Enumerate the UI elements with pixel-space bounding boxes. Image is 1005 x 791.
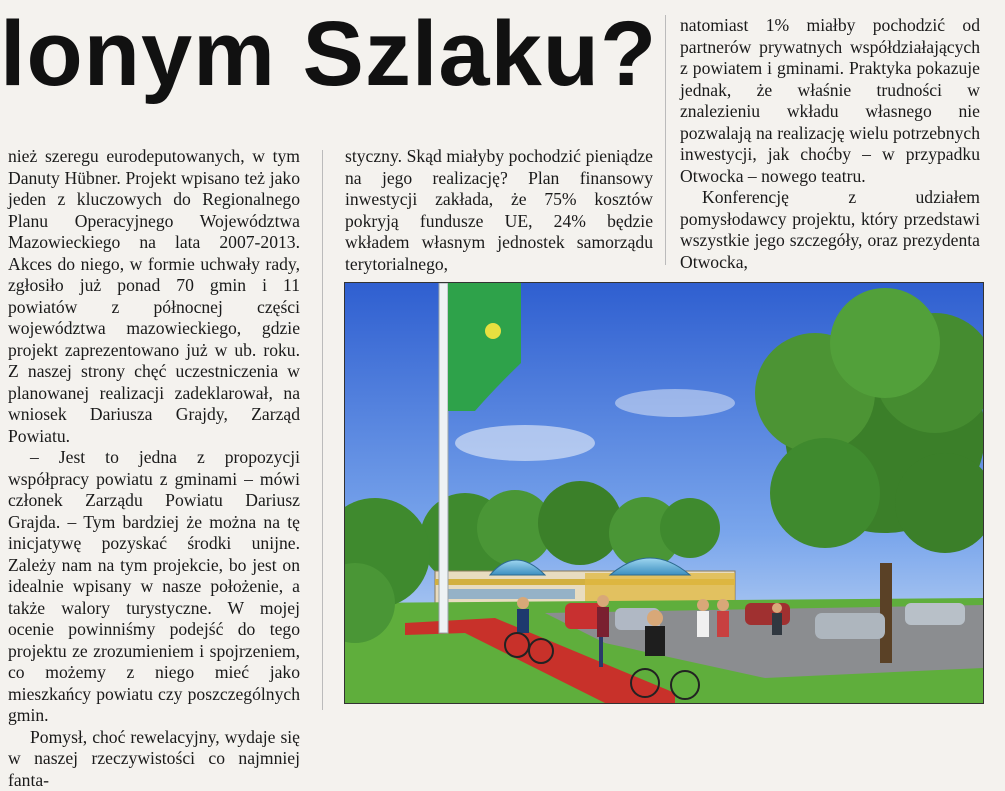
column-divider	[322, 150, 323, 710]
flagpole	[439, 283, 448, 633]
headline: lonym Szlaku?	[0, 4, 650, 104]
paragraph: nież szeregu eurodeputowanych, w tym Danuty Hübner. Projekt wpisano też jako jeden z kluczowych do Regionalnego Planu Operacyjnego Województwa Mazowieckiego na lata 2007-2013. Akces do niego, w formie uchwały rady, zgłosiło już ponad 70 gmin i 11 powiatów z północnej części województwa mazowieckiego, gdzie projekt zaprezentowano już w ub. roku. Z naszej strony chęć uczestniczenia w planowanej realizacji zadeklarował, na wniosek Dariusza Grajdy, Zarząd Powiatu.	[8, 146, 300, 447]
paragraph: – Jest to jedna z propozycji współpracy powiatu z gminami – mówi członek Zarządu Powiatu Dariusz Grajda. – Tym bardziej że można na tę inicjatywę pozyskać środki unijne. Zależy nam na tym projekcie, bo jest on idealnie wpisany w nasze położenie, a także walory turystyczne. W mojej ocenie powinniśmy podejść do tego projektu ze zrozumieniem i spojrzeniem, co możemy z niego mieć jako mieszkańcy powiatu czy poszczególnych gmin.	[8, 447, 300, 727]
flag-emblem	[485, 323, 501, 339]
illustration-scene	[345, 283, 983, 703]
paragraph: Konferencję z udziałem pomysłodawcy projektu, który przedstawi wszystkie jego szczegóły, oraz prezydenta Otwocka,	[680, 187, 980, 273]
cloud	[455, 425, 595, 461]
column-divider	[665, 15, 666, 265]
article-column-1	[8, 146, 300, 791]
article-column-2	[345, 146, 653, 275]
project-illustration	[344, 282, 984, 704]
paragraph: natomiast 1% miałby pochodzić od partnerów prywatnych współdziałających z powiatem i gminami. Praktyka pokazuje jednak, że właśnie trudności w znalezieniu wkładu własnego nie pozwalają na realizację wielu potrzebnych inwestycji, jak choćby – w przypadku Otwocka – nowego teatru.	[680, 15, 980, 187]
paragraph: Pomysł, choć rewelacyjny, wydaje się w naszej rzeczywistości co najmniej fanta-	[8, 727, 300, 791]
cloud	[615, 389, 735, 417]
article-column-3	[680, 15, 980, 273]
paragraph: styczny. Skąd miałyby pochodzić pieniądze na jego realizację? Plan finansowy inwestycji zakłada, że 75% kosztów pokryją fundusze UE, 24% będzie wkładem własnym jednostek samorządu terytorialnego,	[345, 146, 653, 275]
